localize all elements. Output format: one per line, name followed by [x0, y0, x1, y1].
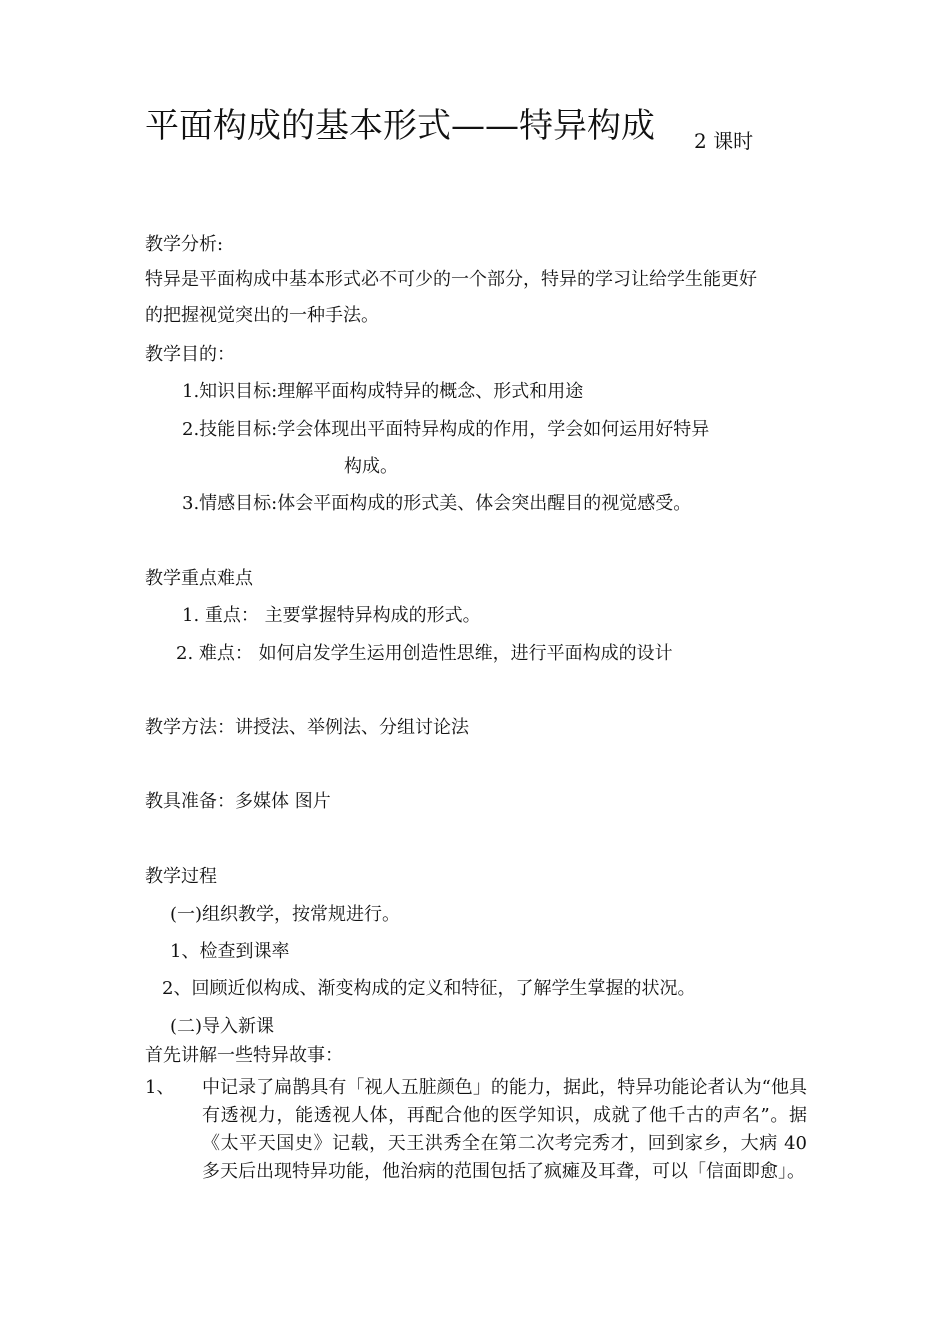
story-paragraph: 中记录了扁鹊具有「视人五脏颜色」的能力，据此，特异功能论者认为“他具有透视力，能透视人体，再配合他的医学知识，成就了他千古的声名”。据《太平天国史》记载，天王洪秀全在第二次考完秀才，回到家乡，大病 40 多天后出现特异功能，他治病的范围包括了疯瘫及耳聋，可以「信面即愈」。	[202, 1077, 807, 1182]
objective-1: 1.知识目标:理解平面构成特异的概念、形式和用途	[182, 381, 584, 402]
teaching-methods: 教学方法：讲授法、举例法、分组讨论法	[145, 717, 469, 738]
process-step-1: (一)组织教学，按常规进行。	[170, 904, 401, 925]
process-step-1a: 1、检查到课率	[170, 941, 290, 962]
analysis-line-2: 的把握视觉突出的一种手法。	[145, 305, 379, 326]
story-number: 1、	[145, 1077, 175, 1098]
objective-2-continued: 构成。	[344, 456, 398, 477]
process-step-2: (二)导入新课	[170, 1016, 275, 1037]
objective-2: 2.技能目标:学会体现出平面特异构成的作用，学会如何运用好特异	[182, 419, 710, 440]
process-intro: 首先讲解一些特异故事：	[145, 1045, 343, 1066]
class-hours: 2 课时	[694, 129, 754, 153]
process-heading: 教学过程	[145, 866, 217, 887]
teaching-tools: 教具准备：多媒体 图片	[145, 791, 331, 812]
objective-3: 3.情感目标:体会平面构成的形式美、体会突出醒目的视觉感受。	[182, 493, 692, 514]
analysis-line-1: 特异是平面构成中基本形式必不可少的一个部分，特异的学习让给学生能更好	[145, 269, 757, 290]
objectives-heading: 教学目的：	[145, 344, 235, 365]
keypoints-heading: 教学重点难点	[145, 568, 253, 589]
keypoint-1: 1. 重点： 主要掌握特异构成的形式。	[182, 605, 481, 626]
keypoint-2: 2. 难点： 如何启发学生运用创造性思维，进行平面构成的设计	[176, 643, 673, 664]
process-step-1b: 2、回顾近似构成、渐变构成的定义和特征，了解学生掌握的状况。	[162, 978, 696, 999]
analysis-heading: 教学分析:	[145, 234, 224, 255]
document-title: 平面构成的基本形式——特异构成	[145, 106, 655, 146]
